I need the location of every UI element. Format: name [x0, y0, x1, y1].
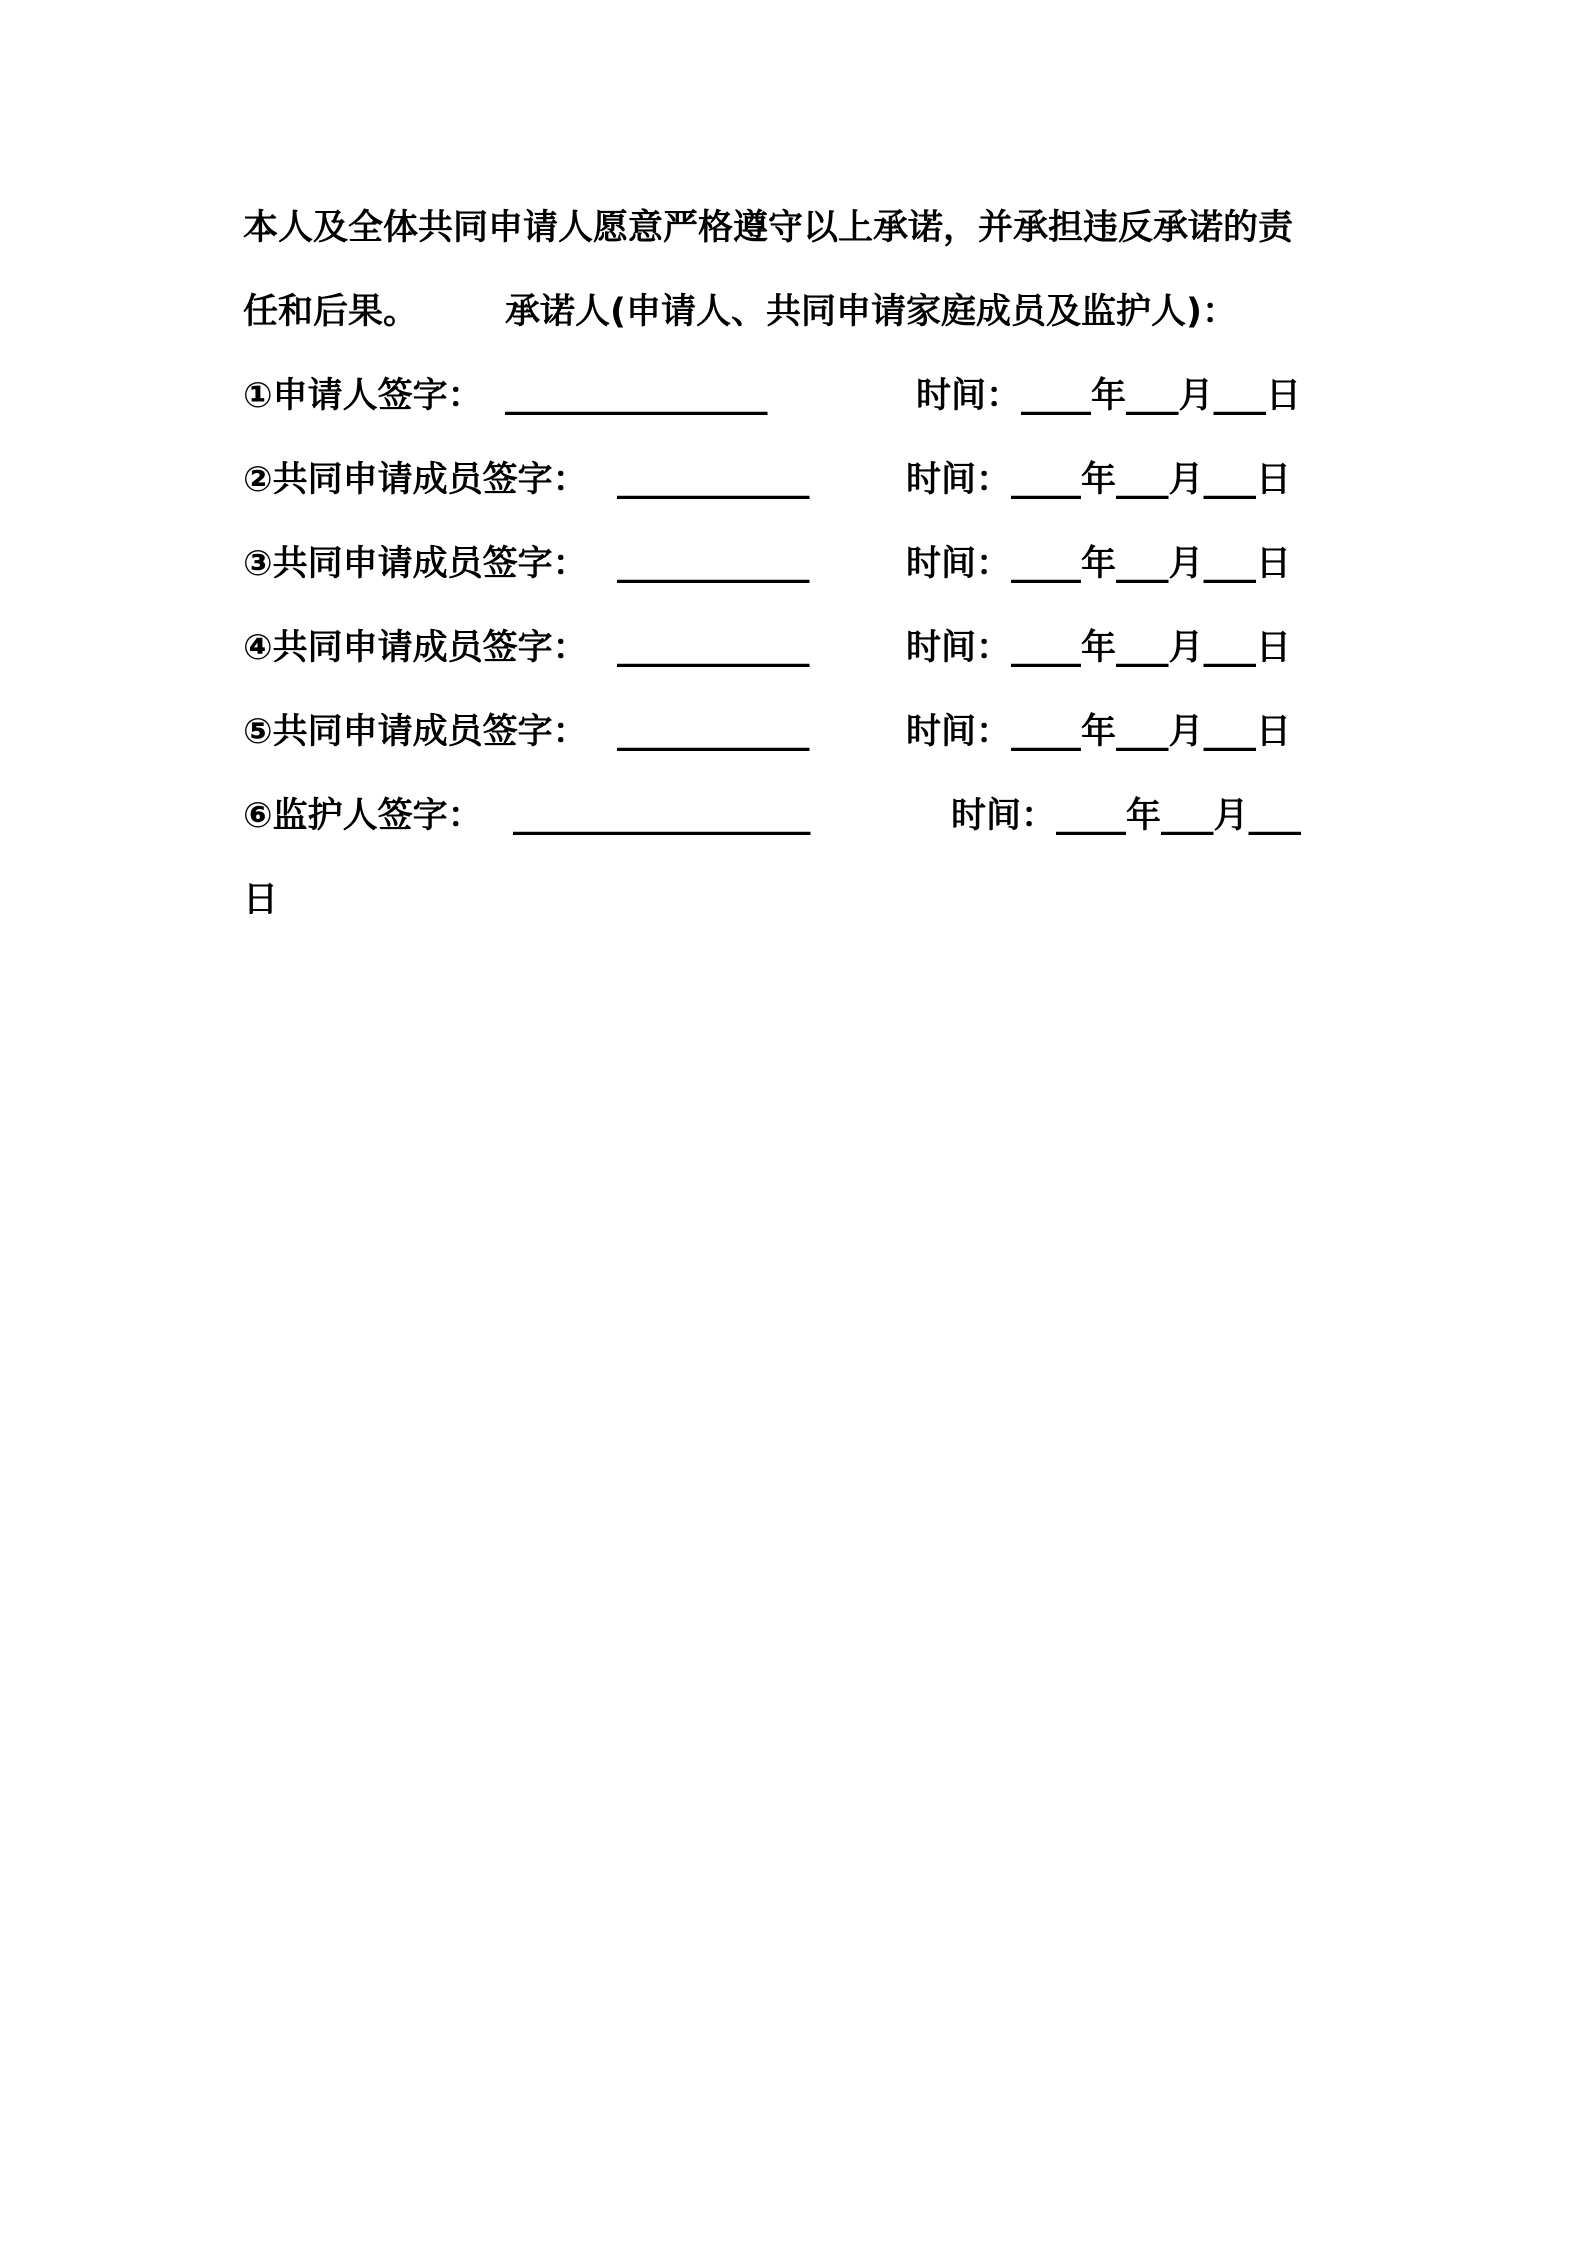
- commitment-line-1: [243, 206, 1294, 250]
- signature-label: ③共同申请成员签字：: [243, 544, 588, 584]
- signature-label: ⑤共同申请成员签字：: [243, 712, 588, 752]
- signature-label: ①申请人签字：: [243, 376, 483, 416]
- signature-label: ②共同申请成员签字：: [243, 460, 588, 500]
- signature-row-applicant: [243, 374, 1302, 418]
- signature-row-member-5: [243, 710, 1292, 754]
- date-field: 时间：____年___月___日: [916, 376, 1302, 416]
- signature-blank: ___________: [617, 712, 810, 752]
- signature-row-guardian: [243, 794, 1302, 838]
- signature-label: ⑥监护人签字：: [243, 796, 483, 836]
- signature-row-member-4: [243, 626, 1292, 670]
- day-character: 日: [243, 880, 279, 920]
- date-field: 时间：____年___月___日: [906, 628, 1292, 668]
- signature-blank: ___________: [617, 628, 810, 668]
- signature-blank: _________________: [513, 796, 811, 836]
- date-field: 时间：____年___月___日: [906, 712, 1292, 752]
- signature-row-member-2: [243, 458, 1292, 502]
- commitment-text-2: 任和后果。: [243, 292, 419, 332]
- signature-label: ④共同申请成员签字：: [243, 628, 588, 668]
- commitment-line-2: [243, 290, 1237, 334]
- date-continuation-line: [243, 878, 316, 922]
- commitment-text-1: 本人及全体共同申请人愿意严格遵守以上承诺，并承担违反承诺的责: [243, 208, 1294, 248]
- date-field: 时间：____年___月___日: [906, 460, 1292, 500]
- date-field: 时间：____年___月___日: [906, 544, 1292, 584]
- signature-blank: _______________: [505, 376, 768, 416]
- signature-blank: ___________: [617, 460, 810, 500]
- promisor-heading: 承诺人(申请人、共同申请家庭成员及监护人)：: [505, 292, 1237, 332]
- date-field: 时间：____年___月___: [951, 796, 1302, 836]
- signature-blank: ___________: [617, 544, 810, 584]
- signature-row-member-3: [243, 542, 1292, 586]
